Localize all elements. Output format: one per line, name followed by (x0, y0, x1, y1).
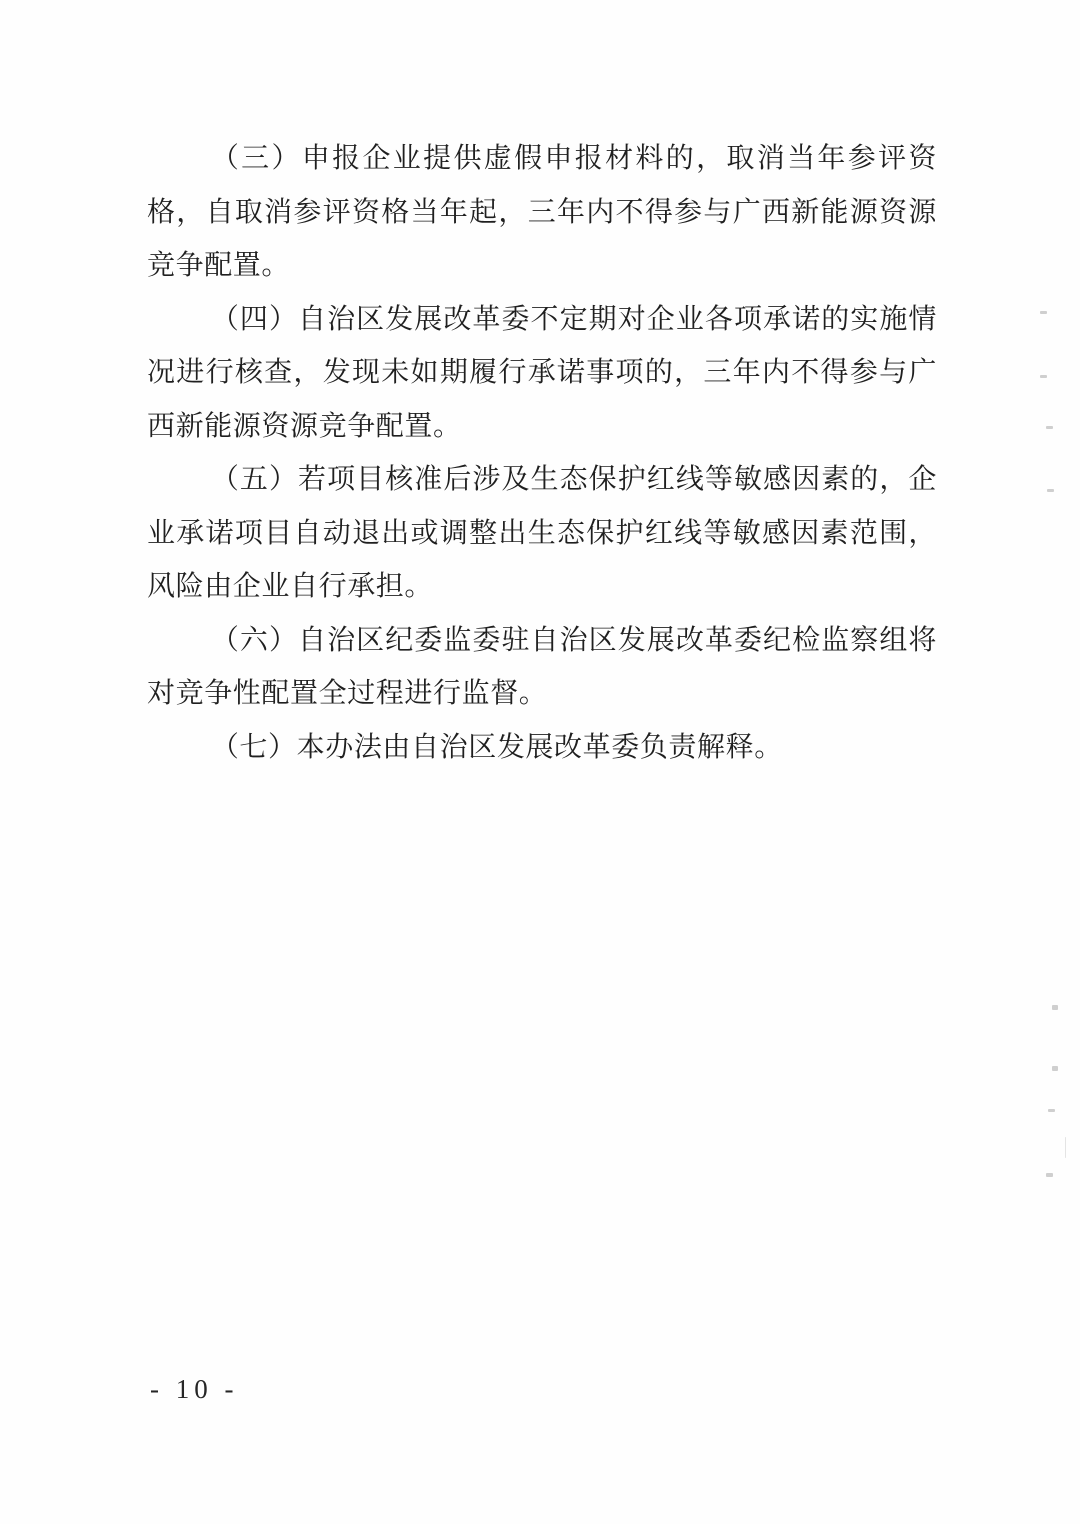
scan-artifact (1052, 1066, 1058, 1071)
paragraph-clause-5: （五）若项目核准后涉及生态保护红线等敏感因素的，企业承诺项目自动退出或调整出生态保护红线等敏感因素范围，风险由企业自行承担。 (147, 464, 937, 602)
scan-artifact (1048, 1109, 1055, 1112)
scan-artifact (1052, 1005, 1058, 1010)
scan-artifact (1046, 1173, 1053, 1177)
paragraph-clause-6: （六）自治区纪委监委驻自治区发展改革委纪检监察组将对竞争性配置全过程进行监督。 (147, 624, 937, 709)
scan-artifact (1047, 489, 1054, 492)
scan-artifact (1040, 375, 1047, 378)
paragraph-clause-3: （三）申报企业提供虚假申报材料的，取消当年参评资格，自取消参评资格当年起，三年内不得参与广西新能源资源竞争配置。 (147, 143, 937, 281)
scan-artifact (1046, 426, 1053, 429)
page-number: - 10 - (150, 1374, 239, 1404)
scan-artifact (1040, 311, 1047, 314)
paragraph-clause-7: （七）本办法由自治区发展改革委负责解释。 (210, 731, 783, 763)
body-text (147, 132, 937, 774)
paragraph-clause-4: （四）自治区发展改革委不定期对企业各项承诺的实施情况进行核查，发现未如期履行承诺事项的，三年内不得参与广西新能源资源竞争配置。 (147, 303, 937, 442)
scan-artifact (1065, 1137, 1066, 1158)
